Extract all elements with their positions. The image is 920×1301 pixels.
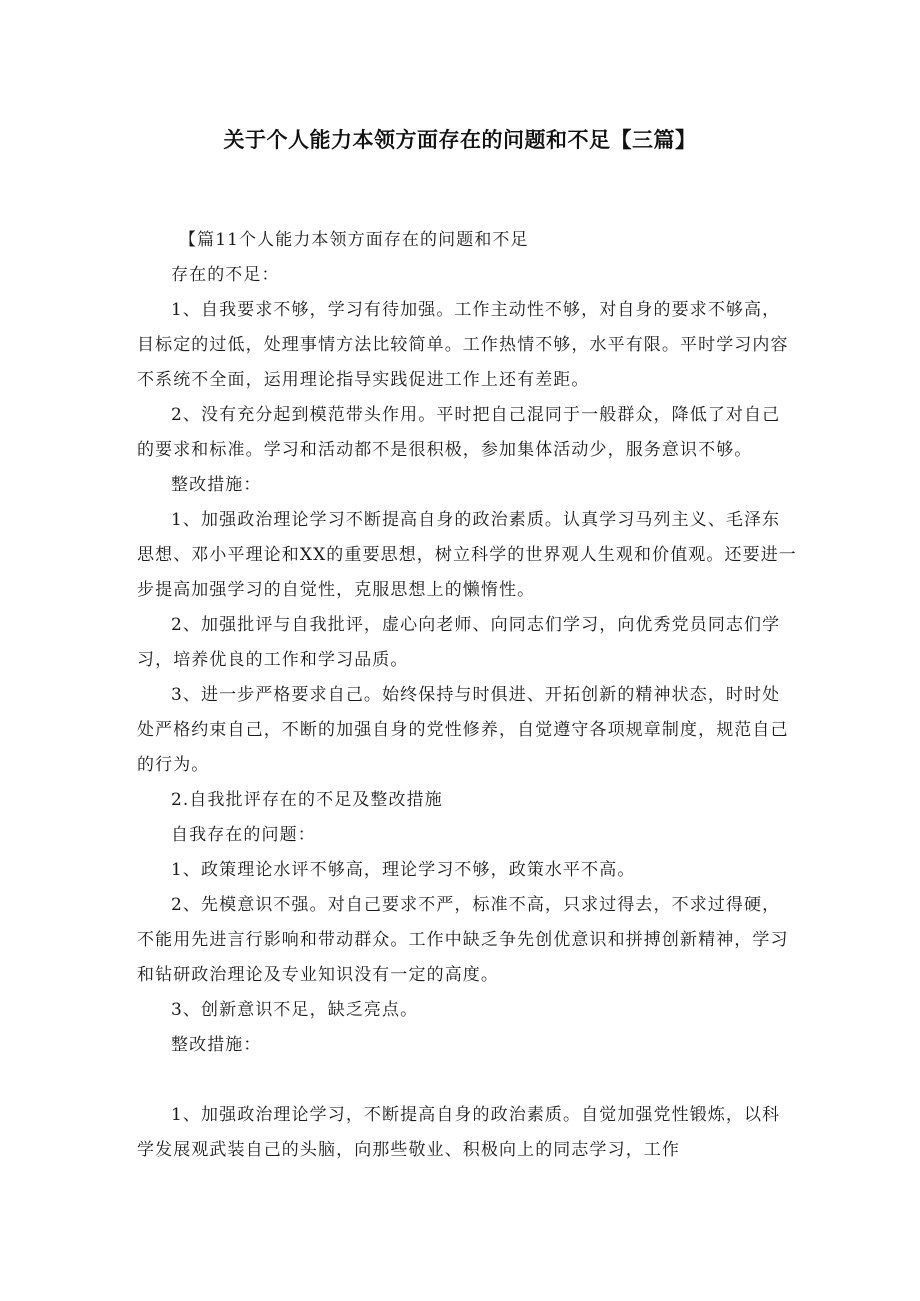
subheading-shortcomings: 存在的不足： xyxy=(171,265,280,285)
paragraph: 3、进一步严格要求自己。始终保持与时俱进、开拓创新的精神状态，时时处处严格约束自己，不断的加强自身的党性修养，自觉遵守各项规章制度，规范自己的行为。 xyxy=(137,685,789,775)
paragraph: 3、创新意识不足，缺乏亮点。 xyxy=(171,1000,419,1020)
document-body xyxy=(137,223,797,1168)
subheading-measures: 整改措施： xyxy=(171,1035,262,1055)
paragraph: 1、政策理论水评不够高，理论学习不够，政策水平不高。 xyxy=(171,860,636,880)
paragraph: 2、先模意识不强。对自己要求不严，标准不高，只求过得去，不求过得硬，不能用先进言行影响和带动群众。工作中缺乏争先创优意识和拼搏创新精神，学习和钻研政治理论及专业知识没有一定的高度。 xyxy=(137,895,789,985)
subheading-measures: 整改措施： xyxy=(171,475,262,495)
paragraph: 2、加强批评与自我批评，虚心向老师、向同志们学习，向优秀党员同志们学习，培养优良的工作和学习品质。 xyxy=(137,615,781,670)
document-title: 关于个人能力本领方面存在的问题和不足【三篇】 xyxy=(223,128,697,152)
paragraph: 1、加强政治理论学习，不断提高自身的政治素质。自觉加强党性锻炼，以科学发展观武装自己的头脑，向那些敬业、积极向上的同志学习，工作 xyxy=(137,1105,781,1160)
paragraph: 1、加强政治理论学习不断提高自身的政治素质。认真学习马列主义、毛泽东思想、邓小平理论和XX的重要思想，树立科学的世界观人生观和价值观。还要进一步提高加强学习的自觉性，克服思想上的懒惰性。 xyxy=(137,510,797,600)
paragraph: 1、自我要求不够，学习有待加强。工作主动性不够，对自身的要求不够高，目标定的过低，处理事情方法比较简单。工作热情不够，水平有限。平时学习内容不系统不全面，运用理论指导实践促进工作上还有差距。 xyxy=(137,300,789,390)
section-heading: 【篇11个人能力本领方面存在的问题和不足 xyxy=(179,230,529,250)
paragraph: 2、没有充分起到模范带头作用。平时把自己混同于一般群众，降低了对自己的要求和标准。学习和活动都不是很积极，参加集体活动少，服务意识不够。 xyxy=(137,405,781,460)
subheading-problems: 自我存在的问题： xyxy=(171,825,316,845)
section-heading: 2.自我批评存在的不足及整改措施 xyxy=(171,790,443,810)
